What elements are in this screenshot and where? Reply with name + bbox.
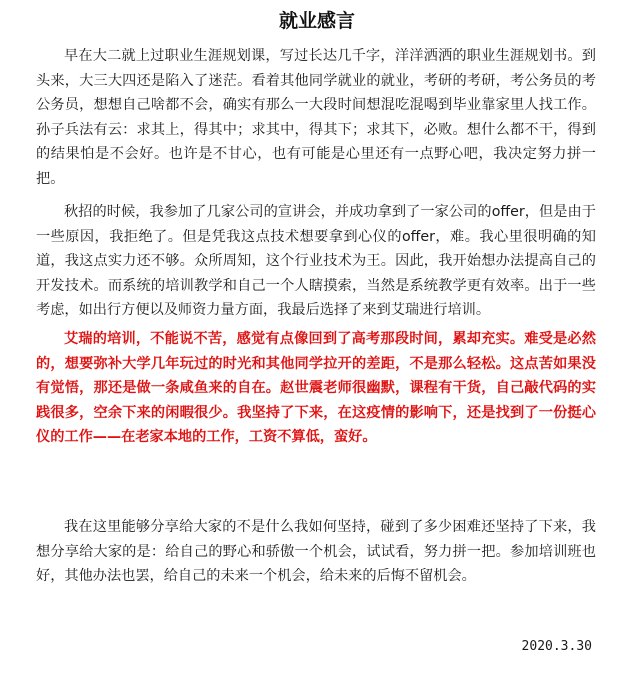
page-title: 就业感言 xyxy=(278,10,355,32)
paragraph-4: 我在这里能够分享给大家的不是什么我如何坚持，碰到了多少困难还坚持了下来，我想分享给大家的是：给自己的野心和骄傲一个机会，试试看，努力拼一把。参加培训班也好，其他办法也罢，给自己的未来一个机会，给未来的后悔不留机会。 xyxy=(36,519,596,584)
paragraph-3-highlighted: 艾瑞的培训，不能说不苦，感觉有点像回到了高考那段时间，累却充实。难受是必然的，想要弥补大学几年玩过的时光和其他同学拉开的差距，不是那么轻松。这点苦如果没有觉悟，那还是做一条咸鱼来的自在。赵世震老师很幽默，课程有干货，自己敲代码的实践很多，空余下来的闲暇很少。我坚持了下来，在这疫情的影响下，还是找到了一份挺心仪的工作——在老家本地的工作，工资不算低，蛮好。 xyxy=(36,331,596,445)
date-signature: 2020.3.30 xyxy=(521,639,592,654)
paragraph-1: 早在大二就上过职业生涯规划课，写过长达几千字，洋洋洒洒的职业生涯规划书。到头来，大三大四还是陷入了迷茫。看着其他同学就业的就业，考研的考研，考公务员的考公务员，想想自己啥都不会，确实有那么一大段时间想混吃混喝到毕业靠家里人找工作。孙子兵法有云：求其上，得其中；求其中，得其下；求其下，必败。想什么都不干，得到的结果怕是不会好。也许是不甘心，也有可能是心里还有一点野心吧，我决定努力拼一把。 xyxy=(36,48,596,187)
paragraph-2: 秋招的时候，我参加了几家公司的宣讲会，并成功拿到了一家公司的offer，但是由于一些原因，我拒绝了。但是凭我这点技术想要拿到心仪的offer，难。我心里很明确的知道，我这点实力还不够。众所周知，这个行业技术为王。因此，我开始想办法提高自己的开发技术。而系统的培训教学和自己一个人瞎摸索，当然是系统教学更有效率。出于一些考虑，如出行方便以及师资力量方面，我最后选择了来到艾瑞进行培训。 xyxy=(36,204,596,318)
